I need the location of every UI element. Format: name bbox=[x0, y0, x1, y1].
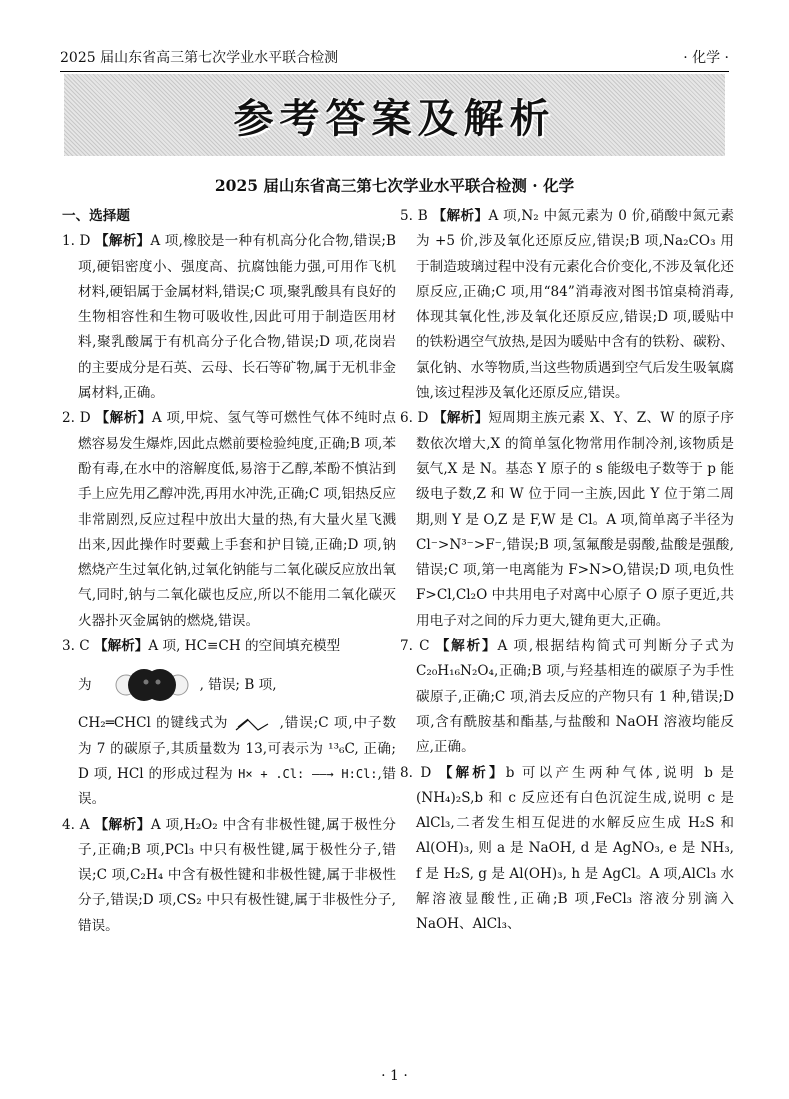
answer-number: 2. D bbox=[62, 410, 91, 427]
answer-text: A 项,根据结构简式可判断分子式为 C₂₀H₁₆N₂O₄,正确;B 项,与羟基相连的碳原子为手性碳原子,正确;C 项,消去反应的产物只有 1 种,错误;D 项,含有酰胺基和酯基,与盐酸和 NaOH 溶液均能反应,正确。 bbox=[416, 638, 734, 756]
answer-text: 短周期主族元素 X、Y、Z、W 的原子序数依次增大,X 的简单氢化物常用作制冷剂,该物质是氨气,X 是 N。基态 Y 原子的 s 能级电子数等于 p 能级电子数,Z 和 W 位于同一主族,因此 Y 位于第二周期,则 Y 是 O,Z 是 F,W 是 Cl。A 项,简单离子半径为 Cl⁻>N³⁻>F⁻,错误;B 项,氢氟酸是弱酸,盐酸是强酸,错误;C 项,第一电离能为 F>N>O,错误;D 项,电负性 F>Cl,Cl₂O 中共用电子对离中心原子 O 原子更近,共用电子对之间的斥力更大,键角更大,正确。 bbox=[416, 410, 734, 629]
answer-number: 1. D bbox=[62, 233, 91, 250]
answer-1 bbox=[62, 229, 396, 406]
analysis-tag: 【解析】 bbox=[432, 208, 489, 224]
skeletal-formula-icon bbox=[234, 716, 280, 732]
answer-text: A 项,N₂ 中氮元素为 0 价,硝酸中氮元素为 +5 价,涉及氧化还原反应,错误;B 项,Na₂CO₃ 用于制造玻璃过程中没有元素化合价变化,不涉及氧化还原反应,正确;C 项,用“84”消毒液对图书馆桌椅消毒,体现其氧化性,涉及氧化还原反应,错误;D 项,暖贴中的铁粉遇空气放热,是因为暖贴中含有的铁粉、碳粉、氯化钠、水等物质,当这些物质遇到空气后发生吸氧腐蚀,该过程涉及氧化还原反应,错误。 bbox=[416, 208, 735, 402]
answer-number: 3. C bbox=[62, 638, 90, 655]
banner-title: 参考答案及解析 bbox=[233, 95, 556, 142]
right-column bbox=[400, 204, 734, 938]
answer-number: 4. A bbox=[62, 816, 90, 833]
running-header bbox=[60, 46, 729, 68]
header-rule bbox=[60, 71, 729, 72]
answer-number: 7. C bbox=[400, 638, 430, 655]
page-number: · 1 · bbox=[381, 1068, 408, 1084]
answer-text: A 项,H₂O₂ 中含有非极性键,属于极性分子,正确;B 项,PCl₃ 中只有极性键,属于极性分子,错误;C 项,C₂H₄ 中含有极性键和非极性键,属于非极性分子,错误;D 项,CS₂ 中只有极性键,属于非极性分子,错误。 bbox=[78, 816, 397, 934]
space-filling-line: 为 , 错误; B 项, bbox=[62, 659, 396, 711]
analysis-tag: 【解析】 bbox=[435, 638, 498, 655]
header-left: 2025 届山东省高三第七次学业水平联合检测 bbox=[60, 50, 339, 66]
answer-text: A 项,甲烷、氢气等可燃性气体不纯时点燃容易发生爆炸,因此点燃前要检验纯度,正确;B 项,苯酚有毒,在水中的溶解度低,易溶于乙醇,苯酚不慎沾到手上应先用乙醇冲洗,再用水冲洗,正确;C 项,铝热反应非常剧烈,反应过程中放出大量的热,有大量火星飞溅出来,因此操作时要戴上手套和护目镜,正确;D 项,钠燃烧产生过氧化钠,过氧化钠能与二氧化碳反应放出氧气,同时,钠与二氧化碳也反应,所以不能用二氧化碳灭火器扑灭金属钠的燃烧,错误。 bbox=[78, 410, 396, 629]
answer-4 bbox=[62, 813, 396, 939]
formation-process: H× + .Cl: ——→ H:Cl: bbox=[238, 766, 378, 781]
answer-number: 5. B bbox=[400, 208, 428, 224]
answer-6 bbox=[400, 406, 734, 634]
answer-text: A 项, HC≡CH 的空间填充模型 bbox=[148, 638, 341, 655]
title-banner bbox=[64, 74, 725, 156]
left-column bbox=[62, 204, 396, 939]
answer-3: 3. C 【解析】A 项, HC≡CH 的空间填充模型 为 , 错误; B 项, CH₂═CHCl 的键线式为 ,错误;C 项,中子数为 7 的碳原子,其质量数为 13,可表示为 ¹³₆C, 正确; D 项, HCl 的形成过程为 H× + .Cl: ——→ H:Cl:,错误。 bbox=[62, 638, 396, 808]
document-title: 2025 届山东省高三第七次学业水平联合检测 · 化学 bbox=[214, 176, 575, 195]
header-right: · 化学 · bbox=[683, 50, 729, 66]
answer-number: 8. D bbox=[400, 764, 432, 781]
analysis-tag: 【解析】 bbox=[94, 816, 151, 833]
answer-8 bbox=[400, 761, 734, 938]
analysis-tag: 【解析】 bbox=[95, 410, 152, 427]
acetylene-space-filling-model bbox=[112, 668, 192, 702]
analysis-tag: 【解析】 bbox=[433, 410, 489, 427]
analysis-tag: 【解析】 bbox=[95, 233, 151, 250]
answer-5 bbox=[400, 204, 734, 406]
answer-7 bbox=[400, 634, 734, 760]
analysis-tag: 【解析】 bbox=[94, 638, 149, 655]
answer-text: b 可以产生两种气体,说明 b 是 (NH₄)₂S,b 和 c 反应还有白色沉淀生成,说明 c 是 AlCl₃,二者发生相互促进的水解反应生成 H₂S 和 Al(OH)₃, 则 a 是 NaOH, d 是 AgNO₃, e 是 NH₃, f 是 H₂S, g 是 Al(OH)₃, h 是 AgCl。A 项,AlCl₃ 水解溶液显酸性,正确;B 项,FeCl₃ 溶液分别滴入 NaOH、AlCl₃、 bbox=[416, 764, 734, 933]
answer-2 bbox=[62, 406, 396, 634]
answer-text: A 项,橡胶是一种有机高分化合物,错误;B 项,硬铝密度小、强度高、抗腐蚀能力强,可用作飞机材料,硬铝属于金属材料,错误;C 项,聚乳酸具有良好的生物相容性和生物可吸收性,因此可用于制造医用材料,聚乳酸属于有机高分子化合物,错误;D 项,花岗岩的主要成分是石英、云母、长石等矿物,属于无机非金属材料,正确。 bbox=[78, 233, 397, 402]
section-heading: 一、选择题 bbox=[62, 208, 130, 224]
analysis-tag: 【解析】 bbox=[438, 764, 506, 781]
answer-number: 6. D bbox=[400, 410, 429, 427]
